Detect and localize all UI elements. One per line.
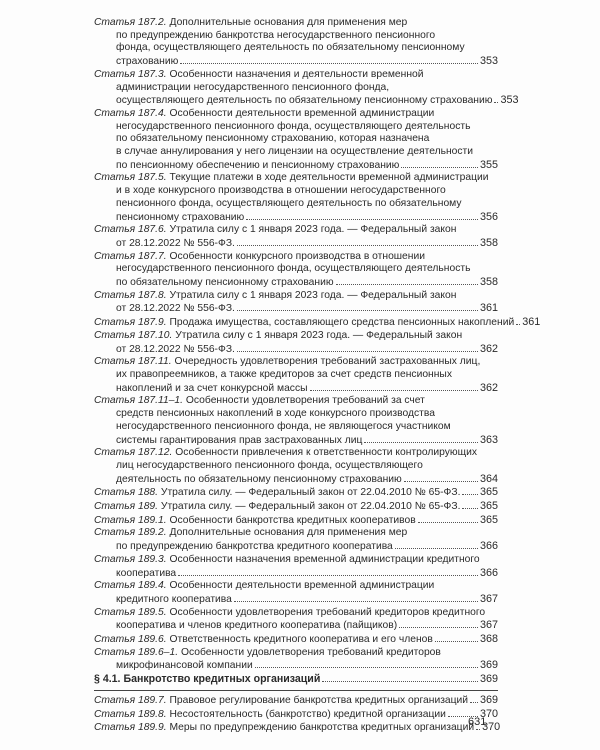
- article-number: Статья 187.5.: [94, 172, 167, 184]
- entry-title: по пенсионному обеспечению и пенсионному страхованию: [116, 159, 400, 171]
- entry-page: 368: [479, 633, 498, 646]
- leader-dots: [180, 63, 478, 64]
- entry-text-line: [116, 238, 235, 251]
- leader-dots: [404, 481, 478, 482]
- toc-entry[interactable]: [94, 17, 498, 69]
- article-number: Статья 189.: [94, 501, 159, 513]
- entry-text-line: [94, 527, 407, 538]
- entry-text-line: [116, 620, 397, 633]
- article-number: Статья 188.: [94, 487, 159, 499]
- entry-title: Особенности удовлетворения требований кредиторов: [180, 646, 441, 658]
- entry-title: по обязательному пенсионному страхованию: [116, 277, 334, 289]
- entry-text-line: [116, 198, 462, 209]
- toc-entry[interactable]: [94, 330, 498, 356]
- entry-page: 369: [479, 659, 498, 672]
- entry-text-line: [94, 172, 488, 183]
- entry-title: негосударственного пенсионного фонда, не являющегося участником: [116, 420, 451, 432]
- entry-title: Особенности деятельности временной администрации: [169, 107, 435, 119]
- entry-title: Дополнительные основания для применения мер: [169, 527, 408, 539]
- entry-text-line: [94, 395, 425, 406]
- entry-text-line: [116, 660, 253, 673]
- toc-entry[interactable]: [94, 316, 541, 330]
- entry-text-line: [94, 647, 441, 658]
- article-number: Статья 187.4.: [94, 107, 167, 119]
- entry-text-line: [116, 212, 244, 225]
- toc-entry[interactable]: [94, 68, 519, 108]
- leader-dots: [476, 729, 480, 730]
- entry-text-line: [94, 330, 462, 341]
- toc-entry[interactable]: [94, 694, 498, 708]
- entry-text-line: [116, 408, 435, 419]
- entry-page: 355: [479, 158, 498, 171]
- entry-title: Особенности удовлетворения требований за счет: [185, 395, 425, 407]
- entry-title: и в ходе конкурсного производства в отношении негосударственного: [116, 185, 446, 197]
- entry-text-line: [116, 185, 446, 196]
- section-title: § 4.1. Банкротство кредитных организаций: [94, 673, 321, 686]
- entry-page: 369: [479, 693, 498, 706]
- article-number: Статья 189.8.: [94, 708, 167, 720]
- entry-title: кредитного кооператива: [116, 593, 232, 605]
- article-number: Статья 189.1.: [94, 514, 167, 526]
- article-number: Статья 189.5.: [94, 606, 167, 618]
- toc-entry[interactable]: [94, 224, 498, 250]
- article-number: Статья 189.2.: [94, 527, 167, 539]
- entry-text-line: [116, 474, 402, 487]
- leader-dots: [237, 310, 478, 311]
- entry-text-line: [116, 421, 451, 432]
- entry-text-line: [116, 568, 176, 581]
- entry-text-line: [94, 580, 434, 591]
- article-number: Статья 189.6–1.: [94, 646, 179, 658]
- entry-title: фонда, осуществляющего деятельность по обязательному пенсионному: [116, 42, 465, 54]
- entry-text-line: [94, 69, 424, 80]
- entry-page: 362: [479, 342, 498, 355]
- entry-text-line: [116, 344, 235, 357]
- entry-title: лиц негосударственного пенсионного фонда, осуществляющего: [116, 459, 423, 471]
- table-of-contents: [94, 17, 541, 735]
- entry-title: Утратила силу с 1 января 2023 года. — Федеральный закон: [169, 224, 457, 236]
- entry-title: их правопреемников, а также кредиторов за счет средств пенсионных: [116, 368, 452, 380]
- toc-entry[interactable]: [94, 607, 498, 633]
- entry-title: деятельность по обязательному пенсионному страхованию: [116, 473, 402, 485]
- entry-title: в случае аннулирования у него лицензии на осуществление деятельности: [116, 146, 474, 158]
- toc-entry[interactable]: [94, 447, 498, 486]
- entry-title: Меры по предупреждению банкротства кредитных организаций: [169, 722, 475, 734]
- entry-page: 362: [479, 381, 498, 394]
- toc-entry[interactable]: [94, 527, 498, 553]
- entry-title: Утратила силу. — Федеральный закон от 22.04.2010 № 65-ФЗ.: [160, 487, 461, 499]
- article-number: Статья 187.10.: [94, 329, 173, 341]
- leader-dots: [310, 390, 478, 391]
- entry-page: 353: [500, 94, 519, 107]
- article-number: Статья 189.4.: [94, 580, 167, 592]
- toc-entry[interactable]: [94, 251, 498, 290]
- leader-dots: [399, 627, 478, 628]
- entry-title: Правовое регулирование банкротства кредитных организаций: [169, 694, 469, 706]
- article-number: Статья 187.12.: [94, 447, 173, 459]
- article-number: Статья 187.6.: [94, 224, 167, 236]
- leader-dots: [237, 245, 478, 246]
- leader-dots: [336, 284, 478, 285]
- entry-page: 356: [479, 210, 498, 223]
- article-number: Статья 189.9.: [94, 722, 167, 734]
- entry-title: администрации негосударственного пенсионного фонда,: [116, 81, 390, 93]
- article-number: Статья 189.3.: [94, 553, 167, 565]
- entry-title: кооператива: [116, 567, 177, 579]
- entry-title: Особенности деятельности временной администрации: [169, 580, 435, 592]
- entry-text-line: [116, 277, 334, 290]
- entry-text-line: [94, 447, 477, 458]
- entry-text-line: [116, 541, 393, 554]
- entry-page: 366: [479, 566, 498, 579]
- toc-entry[interactable]: [94, 554, 498, 580]
- leader-dots: [418, 522, 478, 523]
- leader-dots: [246, 219, 478, 220]
- article-number: Статья 187.8.: [94, 289, 167, 301]
- entry-text-line: [94, 607, 485, 618]
- entry-title: негосударственного пенсионного фонда, осуществляющего деятельность: [116, 263, 471, 275]
- entry-title: пенсионному страхованию: [116, 211, 245, 223]
- entry-page: 358: [479, 276, 498, 289]
- toc-entry[interactable]: [94, 580, 498, 606]
- entry-title: Утратила силу с 1 января 2023 года. — Федеральный закон: [175, 329, 463, 341]
- toc-entry[interactable]: [94, 395, 498, 447]
- entry-title: кооператива и членов кредитного кооператива (пайщиков): [116, 620, 398, 632]
- entry-text-line: [116, 146, 473, 157]
- entry-page: 370: [479, 707, 498, 720]
- toc-entry[interactable]: [94, 500, 498, 514]
- entry-title: страхованию: [116, 56, 179, 68]
- toc-entry[interactable]: [94, 647, 498, 673]
- entry-title: Дополнительные основания для применения мер: [169, 17, 408, 28]
- article-number: Статья 187.3.: [94, 68, 167, 80]
- article-number: Статья 189.7.: [94, 694, 167, 706]
- leader-dots: [401, 167, 478, 168]
- entry-title: Ответственность кредитного кооператива и его членов: [169, 634, 433, 646]
- entry-text-line: [116, 435, 362, 448]
- toc-entry[interactable]: [94, 721, 501, 735]
- entry-text-line: [94, 356, 480, 367]
- entry-text-line: [94, 290, 456, 301]
- leader-dots: [237, 351, 478, 352]
- toc-entry[interactable]: [94, 108, 498, 173]
- entry-title: негосударственного пенсионного фонда, осуществляющего деятельность: [116, 120, 471, 132]
- entry-text-line: [94, 501, 460, 514]
- entry-title: по обязательному пенсионному страхованию, которая назначена: [116, 133, 430, 145]
- entry-page: 367: [479, 619, 498, 632]
- entry-title: Особенности банкротства кредитных кооперативов: [169, 514, 416, 526]
- leader-dots: [255, 667, 478, 668]
- entry-title: от 28.12.2022 № 556-ФЗ.: [116, 237, 235, 249]
- entry-title: накоплений и за счет конкурсной массы: [116, 382, 308, 394]
- entry-page: 361: [522, 316, 541, 329]
- entry-page: 365: [479, 486, 498, 499]
- entry-text-line: [116, 263, 470, 274]
- entry-page: 370: [482, 721, 501, 734]
- entry-text-line: [94, 515, 416, 528]
- article-number: Статья 187.7.: [94, 250, 167, 262]
- entry-title: по предупреждению банкротства негосударственного пенсионного: [116, 29, 436, 41]
- entry-title: осуществляющего деятельность по обязательному пенсионному страхованию: [116, 95, 493, 107]
- section-page: 369: [479, 673, 498, 686]
- entry-title: Особенности удовлетворения требований кредиторов кредитного: [169, 606, 486, 618]
- leader-dots: [470, 702, 478, 703]
- entry-text-line: [116, 42, 465, 53]
- toc-entry[interactable]: [94, 172, 498, 224]
- leader-dots: [462, 508, 478, 509]
- entry-title: Особенности привлечения к ответственности контролирующих: [175, 447, 477, 459]
- toc-list: [94, 17, 541, 673]
- article-number: Статья 187.11.: [94, 356, 172, 368]
- entry-text-line: [116, 82, 389, 93]
- entry-title: Утратила силу с 1 января 2023 года. — Федеральный закон: [169, 289, 457, 301]
- entry-page: 353: [479, 55, 498, 68]
- entry-title: микрофинансовой компании: [116, 660, 253, 672]
- article-number: Статья 187.9.: [94, 317, 167, 329]
- entry-text-line: [116, 30, 435, 41]
- page-number: 631: [468, 716, 487, 728]
- entry-text-line: [94, 487, 460, 500]
- entry-text-line: [94, 695, 468, 708]
- entry-text-line: [116, 133, 429, 144]
- entry-text-line: [94, 634, 433, 647]
- section-heading[interactable]: [94, 673, 498, 686]
- leader-dots: [494, 102, 498, 103]
- entry-title: системы гарантирования прав застрахованных лиц: [116, 434, 363, 446]
- entry-title: Несостоятельность (банкротство) кредитной организации: [169, 708, 446, 720]
- entry-text-line: [116, 95, 492, 108]
- entry-title: пенсионного фонда, осуществляющего деятельность по обязательному: [116, 197, 462, 209]
- leader-dots: [364, 442, 478, 443]
- entry-title: Утратила силу. — Федеральный закон от 22.04.2010 № 65-ФЗ.: [160, 501, 461, 513]
- section-divider: [94, 690, 498, 691]
- entry-page: 363: [479, 433, 498, 446]
- entry-text-line: [116, 303, 235, 316]
- entry-text-line: [94, 722, 474, 735]
- article-number: Статья 187.2.: [94, 17, 167, 28]
- entry-text-line: [116, 160, 399, 173]
- entry-text-line: [94, 108, 434, 119]
- entry-page: 358: [479, 236, 498, 249]
- toc-entry[interactable]: [94, 708, 498, 722]
- entry-text-line: [94, 554, 480, 565]
- entry-title: по предупреждению банкротства кредитного кооператива: [116, 541, 393, 553]
- article-number: Статья 189.6.: [94, 634, 167, 646]
- entry-text-line: [116, 121, 470, 132]
- entry-title: Особенности назначения и деятельности временной: [169, 68, 424, 80]
- entry-text-line: [94, 224, 456, 235]
- entry-text-line: [116, 369, 452, 380]
- entry-text-line: [116, 56, 178, 69]
- entry-text-line: [94, 709, 446, 722]
- entry-page: 365: [479, 513, 498, 526]
- entry-page: 366: [479, 540, 498, 553]
- entry-title: от 28.12.2022 № 556-ФЗ.: [116, 303, 235, 315]
- toc-entry[interactable]: [94, 290, 498, 316]
- entry-title: Текущие платежи в ходе деятельности временной администрации: [169, 172, 489, 184]
- entry-text-line: [116, 460, 423, 471]
- entry-title: Особенности конкурсного производства в отношении: [169, 250, 425, 262]
- entry-text-line: [116, 383, 308, 396]
- entry-title: Продажа имущества, составляющего средства пенсионных накоплений: [169, 317, 515, 329]
- article-number: Статья 187.11–1.: [94, 395, 184, 407]
- entry-text-line: [94, 317, 514, 330]
- entry-page: 365: [479, 500, 498, 513]
- leader-dots: [435, 641, 478, 642]
- entry-text-line: [94, 251, 425, 262]
- entry-page: 364: [479, 472, 498, 485]
- entry-page: 361: [479, 302, 498, 315]
- toc-entry[interactable]: [94, 514, 498, 528]
- leader-dots: [516, 324, 520, 325]
- leader-dots: [322, 681, 478, 682]
- toc-list-section: [94, 693, 501, 735]
- entry-page: 367: [479, 592, 498, 605]
- leader-dots: [234, 601, 478, 602]
- leader-dots: [395, 548, 478, 549]
- leader-dots: [462, 494, 478, 495]
- toc-entry[interactable]: [94, 356, 498, 395]
- entry-title: средств пенсионных накоплений в ходе конкурсного производства: [116, 408, 435, 420]
- entry-text-line: [116, 594, 232, 607]
- entry-title: Особенности назначения временной администрации кредитного: [169, 553, 480, 565]
- leader-dots: [178, 575, 478, 576]
- entry-title: Очередность удовлетворения требований застрахованных лиц,: [174, 356, 481, 368]
- entry-title: от 28.12.2022 № 556-ФЗ.: [116, 343, 235, 355]
- toc-entry[interactable]: [94, 633, 498, 647]
- toc-entry[interactable]: [94, 486, 498, 500]
- entry-text-line: [94, 17, 407, 28]
